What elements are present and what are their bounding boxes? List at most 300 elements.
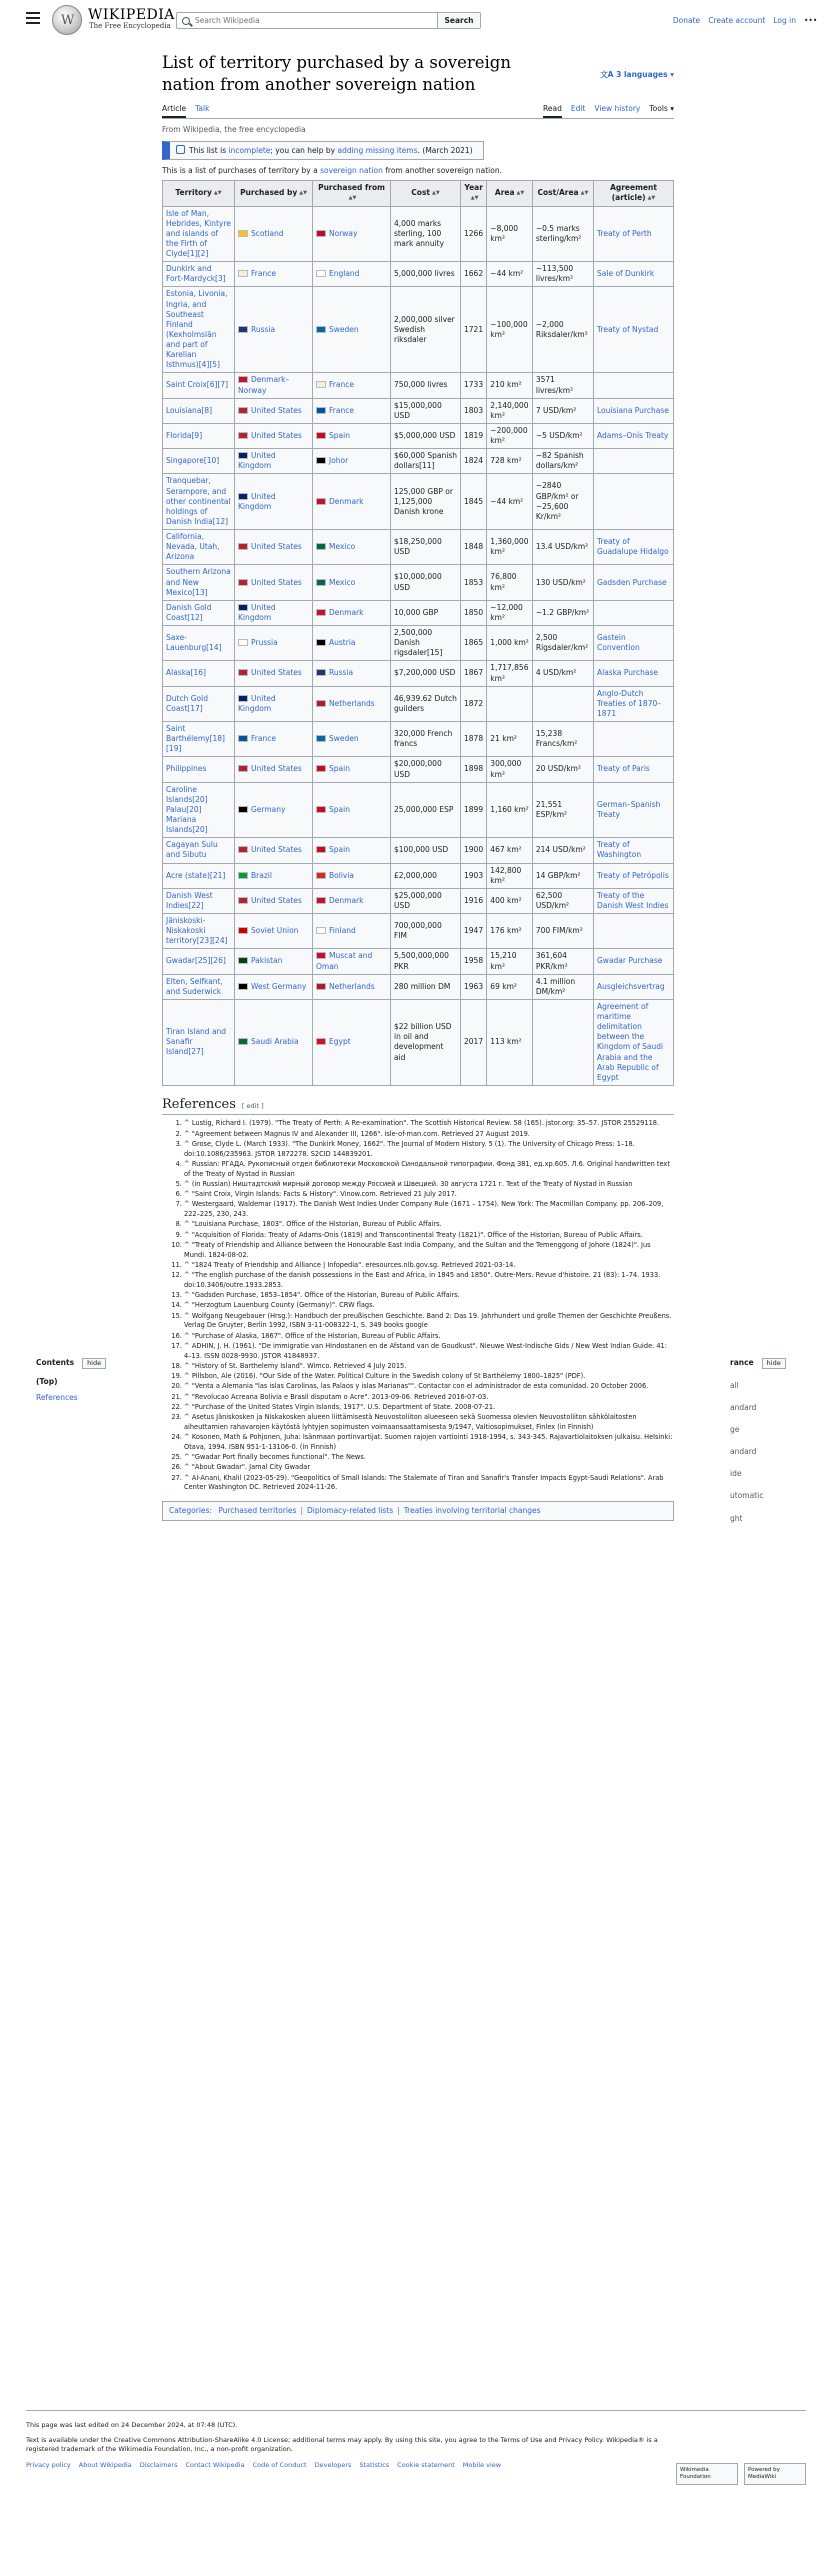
agreement-cell-text[interactable]: Gastein Convention bbox=[597, 633, 640, 653]
purchased-from-cell-text[interactable]: Spain bbox=[329, 764, 350, 774]
agreement-cell-text[interactable]: Treaty of Petrópolis bbox=[597, 870, 669, 880]
reference-backlink[interactable]: ^ bbox=[184, 1190, 192, 1199]
territory-cell-text[interactable]: Elten, Selfkant, and Suderwick bbox=[166, 976, 223, 996]
territory-cell bbox=[163, 373, 235, 398]
purchased-by-cell-text[interactable]: France bbox=[251, 269, 276, 279]
flag-icon bbox=[316, 806, 326, 813]
purchased-from-cell-text[interactable]: Mexico bbox=[329, 577, 356, 587]
area-cell-text: 300,000 km² bbox=[490, 759, 522, 779]
purchased-from-cell bbox=[313, 888, 391, 913]
tab-read[interactable]: Read bbox=[543, 104, 562, 118]
wikipedia-globe-logo[interactable] bbox=[52, 5, 82, 35]
cost-cell bbox=[391, 474, 461, 530]
reference-backlink[interactable]: ^ bbox=[184, 1453, 192, 1462]
flag-icon bbox=[238, 579, 248, 586]
sort-icon[interactable]: ▲▼ bbox=[299, 189, 307, 196]
page-tabs bbox=[162, 101, 674, 119]
sort-icon[interactable]: ▲▼ bbox=[470, 195, 479, 201]
year-cell bbox=[461, 565, 487, 600]
purchased-from-cell bbox=[313, 600, 391, 625]
territory-cell-text[interactable]: Danish Gold Coast[12] bbox=[166, 602, 212, 622]
purchased-by-cell-text[interactable]: United States bbox=[251, 668, 302, 678]
reference-backlink[interactable]: ^ bbox=[184, 1341, 192, 1350]
purchased-by-cell-text[interactable]: Brazil bbox=[251, 870, 272, 880]
reference-backlink[interactable]: ^ bbox=[184, 1331, 192, 1340]
column-header[interactable]: Area ▲▼ bbox=[487, 181, 533, 206]
purchased-by-cell bbox=[235, 449, 313, 474]
cost-cell bbox=[391, 686, 461, 721]
tab-tools[interactable]: Tools ▾ bbox=[649, 103, 674, 113]
edit-section-link[interactable]: [ edit ] bbox=[241, 1101, 264, 1110]
table-row bbox=[163, 914, 674, 949]
column-header[interactable]: Purchased by ▲▼ bbox=[235, 181, 313, 206]
purchased-from-cell-text[interactable]: Sweden bbox=[329, 734, 359, 744]
reference-text: "Treaty of Friendship and Alliance between the Honourable East India Company, and the Sultan and the Temenggong of Johore (1824)". Jus Mundi. 1824-08-02. bbox=[184, 1240, 651, 1259]
tab-article[interactable]: Article bbox=[162, 104, 186, 118]
flag-icon bbox=[316, 457, 326, 464]
agreement-cell-text[interactable]: Louisiana Purchase bbox=[597, 405, 669, 415]
area-cell bbox=[487, 626, 533, 661]
cost-cell bbox=[391, 661, 461, 686]
flag-icon bbox=[316, 432, 326, 439]
footer-badges bbox=[676, 2463, 806, 2485]
territory-cell-text[interactable]: Gwadar[25][26] bbox=[166, 956, 226, 966]
purchased-from-cell bbox=[313, 757, 391, 782]
wikimedia-foundation-badge[interactable]: Wikimedia Foundation bbox=[676, 2463, 738, 2485]
agreement-cell-text[interactable]: Treaty of Paris bbox=[597, 764, 650, 774]
year-cell bbox=[461, 474, 487, 530]
category-link[interactable]: Purchased territories bbox=[218, 1506, 297, 1516]
cost-cell-text: $10,000,000 USD bbox=[394, 572, 442, 592]
column-header[interactable]: Cost/Area ▲▼ bbox=[532, 181, 593, 206]
year-cell-text: 1900 bbox=[464, 845, 484, 855]
agreement-cell-text[interactable]: Adams–Onís Treaty bbox=[597, 430, 669, 440]
agreement-cell-text[interactable]: Agreement of maritime delimitation between the Kingdom of Saudi Arabia and the Arab Republic of Egypt bbox=[597, 1001, 664, 1082]
reference-item bbox=[184, 1474, 674, 1494]
column-header[interactable]: Cost ▲▼ bbox=[391, 181, 461, 206]
purchased-by-cell-text[interactable]: France bbox=[251, 734, 276, 744]
cost-area-cell bbox=[532, 287, 593, 373]
reference-backlink[interactable]: ^ bbox=[184, 1230, 192, 1239]
cost-cell-text: $20,000,000 USD bbox=[394, 759, 442, 779]
purchased-from-cell-text[interactable]: Egypt bbox=[329, 1037, 351, 1047]
territory-cell-text[interactable]: Singapore[10] bbox=[166, 456, 220, 466]
agreement-cell-text[interactable]: Anglo-Dutch Treaties of 1870–1871 bbox=[597, 688, 661, 718]
area-cell bbox=[487, 530, 533, 565]
purchased-from-cell-text[interactable]: Muscat and Oman bbox=[316, 951, 373, 971]
reference-item bbox=[184, 1433, 674, 1453]
tab-talk[interactable]: Talk bbox=[195, 103, 210, 113]
create-account-link[interactable]: Create account bbox=[708, 16, 766, 25]
territory-cell-text[interactable]: Alaska[16] bbox=[166, 668, 206, 678]
cost-area-cell-text: ~1.2 GBP/km² bbox=[535, 607, 590, 617]
purchased-from-cell bbox=[313, 914, 391, 949]
reference-backlink[interactable]: ^ bbox=[184, 1311, 192, 1320]
year-cell-text: 1266 bbox=[464, 228, 484, 238]
purchased-from-cell-text[interactable]: Spain bbox=[329, 804, 350, 814]
reference-item bbox=[184, 1200, 674, 1220]
reference-text: Pillsbon, Ale (2016). "Our Side of the Water. Political Culture in the Swedish colony of St Barthélemy 1800–1825" (PDF). bbox=[191, 1372, 586, 1381]
cost-area-cell bbox=[532, 423, 593, 448]
purchased-from-cell-text[interactable]: Johor bbox=[329, 456, 349, 466]
table-row bbox=[163, 626, 674, 661]
territory-cell-text[interactable]: Danish West Indies[22] bbox=[166, 890, 213, 910]
cost-area-cell bbox=[532, 974, 593, 999]
purchased-from-cell-text[interactable]: England bbox=[329, 269, 360, 279]
table-row bbox=[163, 530, 674, 565]
table-row bbox=[163, 974, 674, 999]
powered-by-mediawiki-badge[interactable]: Powered by MediaWiki bbox=[744, 2463, 806, 2485]
reference-backlink[interactable]: ^ bbox=[184, 1129, 192, 1138]
reference-backlink[interactable]: ^ bbox=[184, 1402, 192, 1411]
territory-cell-text[interactable]: California, Nevada, Utah, Arizona bbox=[166, 532, 220, 562]
table-row bbox=[163, 722, 674, 757]
flag-icon bbox=[238, 983, 248, 990]
appearance-option[interactable]: andard bbox=[730, 1402, 757, 1412]
tab-view-history[interactable]: View history bbox=[594, 103, 641, 113]
cost-area-cell bbox=[532, 838, 593, 863]
purchased-by-cell-text[interactable]: United Kingdom bbox=[238, 451, 276, 471]
appearance-option[interactable]: ge bbox=[730, 1425, 740, 1435]
purchased-by-cell-text[interactable]: United States bbox=[251, 845, 302, 855]
footer-link[interactable]: Statistics bbox=[359, 2461, 390, 2470]
year-cell bbox=[461, 262, 487, 287]
reference-item bbox=[184, 1372, 674, 1382]
flag-icon bbox=[238, 604, 248, 611]
search-input[interactable] bbox=[195, 14, 433, 27]
purchased-from-cell-text[interactable]: Netherlands bbox=[329, 698, 375, 708]
area-cell bbox=[487, 757, 533, 782]
reference-backlink[interactable]: ^ bbox=[184, 1291, 192, 1300]
column-header[interactable]: Year▲▼ bbox=[461, 181, 487, 206]
cost-cell-text: $25,000,000 USD bbox=[394, 890, 442, 910]
territory-cell-text[interactable]: Dutch Gold Coast[17] bbox=[166, 693, 208, 713]
list-icon bbox=[176, 145, 185, 154]
wikipedia-wordmark[interactable]: WIKIPEDIA bbox=[88, 7, 175, 23]
year-cell-text: 1845 bbox=[464, 496, 484, 506]
reference-backlink[interactable]: ^ bbox=[184, 1372, 192, 1381]
area-cell-text: 176 km² bbox=[490, 926, 522, 936]
reference-backlink[interactable]: ^ bbox=[184, 1301, 192, 1310]
categories-label[interactable]: Categories: bbox=[169, 1506, 212, 1516]
footer-link[interactable]: Mobile view bbox=[462, 2461, 502, 2470]
reference-backlink[interactable]: ^ bbox=[184, 1240, 192, 1249]
territory-cell-text[interactable]: Saint Croix[6][7] bbox=[166, 380, 229, 390]
purchased-by-cell-text[interactable]: Saudi Arabia bbox=[251, 1037, 299, 1047]
reference-backlink[interactable]: ^ bbox=[184, 1361, 192, 1370]
purchased-from-cell-text[interactable]: France bbox=[329, 405, 354, 415]
year-cell bbox=[461, 661, 487, 686]
adding-missing-items-link[interactable]: adding missing items bbox=[337, 146, 418, 155]
reference-text: "Saint Croix, Virgin Islands: Facts & History". Vinow.com. Retrieved 21 July 2017. bbox=[191, 1190, 457, 1199]
table-row bbox=[163, 206, 674, 262]
footer-link[interactable]: About Wikipedia bbox=[78, 2461, 132, 2470]
territory-cell-text[interactable]: Tranquebar, Serampore, and other continental holdings of Danish India[12] bbox=[166, 476, 231, 526]
sort-icon[interactable]: ▲▼ bbox=[213, 189, 222, 196]
translate-icon: 文A bbox=[600, 70, 617, 79]
cost-area-cell-text: 700 FIM/km² bbox=[535, 926, 583, 936]
agreement-cell bbox=[594, 626, 674, 661]
tools-label: Tools bbox=[649, 103, 668, 113]
territory-cell-text[interactable]: Saint Barthélemy[18][19] bbox=[166, 724, 225, 754]
table-row bbox=[163, 474, 674, 530]
purchased-from-cell-text[interactable]: France bbox=[329, 380, 354, 390]
purchased-by-cell bbox=[235, 888, 313, 913]
purchased-by-cell bbox=[235, 722, 313, 757]
reference-backlink[interactable]: ^ bbox=[184, 1271, 192, 1280]
area-cell bbox=[487, 782, 533, 838]
cost-cell-text: 125,000 GBP or 1,125,000 Danish krone bbox=[394, 486, 453, 516]
flag-icon bbox=[238, 957, 248, 964]
search-box[interactable] bbox=[176, 12, 438, 29]
reference-backlink[interactable]: ^ bbox=[184, 1382, 192, 1391]
area-cell bbox=[487, 474, 533, 530]
sort-icon[interactable]: ▲▼ bbox=[580, 189, 589, 196]
agreement-cell-text[interactable]: Sale of Dunkirk bbox=[597, 269, 655, 279]
category-link[interactable]: Diplomacy-related lists bbox=[306, 1506, 394, 1516]
territory-cell bbox=[163, 565, 235, 600]
toc-item-references[interactable]: References bbox=[36, 1392, 78, 1402]
cost-cell-text: $15,000,000 USD bbox=[394, 400, 442, 420]
agreement-cell-text[interactable]: Alaska Purchase bbox=[597, 668, 658, 678]
agreement-cell bbox=[594, 722, 674, 757]
flag-icon bbox=[316, 927, 326, 934]
year-cell-text: 1963 bbox=[464, 981, 484, 991]
territory-cell-text[interactable]: Philippines bbox=[166, 764, 207, 774]
territory-cell-text[interactable]: Florida[9] bbox=[166, 430, 203, 440]
search-button[interactable]: Search bbox=[437, 12, 481, 29]
category-link[interactable]: Treaties involving territorial changes bbox=[403, 1506, 541, 1516]
reference-item bbox=[184, 1220, 674, 1230]
appearance-option[interactable]: andard bbox=[730, 1447, 757, 1457]
chevron-down-icon: ▾ bbox=[667, 70, 674, 79]
purchased-by-cell-text[interactable]: West Germany bbox=[251, 981, 307, 991]
toc-title: Contents bbox=[36, 1358, 75, 1367]
user-links bbox=[673, 16, 816, 26]
main-menu-icon[interactable] bbox=[26, 12, 40, 24]
flag-icon bbox=[316, 983, 326, 990]
purchased-from-cell-text[interactable]: Norway bbox=[329, 228, 358, 238]
reference-text: "Venta a Alemania "las islas Carolinas, las Palaos y islas Marianas"". Contactar con el administrador de esta comunidad. 20 October 2006. bbox=[191, 1382, 649, 1391]
purchased-from-cell-text[interactable]: Sweden bbox=[329, 324, 359, 334]
territory-cell-text[interactable]: Isle of Man, Hebrides, Kintyre and islands of the Firth of Clyde[1][2] bbox=[166, 208, 231, 258]
appearance-hide-button[interactable]: hide bbox=[762, 1358, 786, 1369]
reference-backlink[interactable]: ^ bbox=[184, 1119, 192, 1128]
purchased-by-cell-text[interactable]: United States bbox=[251, 577, 302, 587]
footer-link[interactable]: Disclaimers bbox=[139, 2461, 178, 2470]
cost-area-cell bbox=[532, 888, 593, 913]
purchased-from-cell-text[interactable]: Denmark bbox=[329, 607, 364, 617]
flag-icon bbox=[238, 270, 248, 277]
agreement-cell bbox=[594, 565, 674, 600]
territory-cell-text[interactable]: Estonia, Livonia, Ingria, and Southeast Finland (Kexholmslän and part of Karelian Isthmus)[4][5] bbox=[166, 289, 228, 370]
purchased-from-cell bbox=[313, 661, 391, 686]
table-row bbox=[163, 686, 674, 721]
purchased-by-cell-text[interactable]: Russia bbox=[251, 324, 276, 334]
table-row bbox=[163, 373, 674, 398]
tab-edit[interactable]: Edit bbox=[570, 103, 586, 113]
purchased-by-cell bbox=[235, 626, 313, 661]
incomplete-link[interactable]: incomplete bbox=[228, 146, 271, 155]
agreement-cell-text[interactable]: Treaty of Nystad bbox=[597, 324, 659, 334]
languages-button[interactable] bbox=[600, 70, 674, 80]
reference-item bbox=[184, 1190, 674, 1200]
cost-area-cell bbox=[532, 782, 593, 838]
reference-backlink[interactable]: ^ bbox=[184, 1139, 192, 1148]
sort-icon[interactable]: ▲▼ bbox=[647, 195, 656, 201]
reference-backlink[interactable]: ^ bbox=[184, 1159, 192, 1168]
footer-link[interactable]: Contact Wikipedia bbox=[185, 2461, 245, 2470]
cost-area-cell bbox=[532, 757, 593, 782]
cost-cell bbox=[391, 757, 461, 782]
reference-backlink[interactable]: ^ bbox=[184, 1473, 192, 1482]
footer-link[interactable]: Developers bbox=[314, 2461, 352, 2470]
purchased-from-cell-text[interactable]: Spain bbox=[329, 430, 350, 440]
cost-cell-text: 5,000,000 livres bbox=[394, 269, 455, 279]
purchased-from-cell-text[interactable]: Austria bbox=[329, 638, 356, 648]
purchased-from-cell-text[interactable]: Finland bbox=[329, 926, 356, 936]
donate-link[interactable]: Donate bbox=[672, 16, 701, 25]
reference-text: "Gadsden Purchase, 1853–1854". Office of the Historian, Bureau of Public Affairs. bbox=[191, 1291, 460, 1300]
table-row bbox=[163, 863, 674, 888]
purchased-by-cell-text[interactable]: Denmark–Norway bbox=[238, 375, 290, 395]
agreement-cell bbox=[594, 757, 674, 782]
agreement-cell bbox=[594, 398, 674, 423]
purchased-from-cell-text[interactable]: Netherlands bbox=[329, 981, 375, 991]
column-header[interactable]: Purchased from▲▼ bbox=[313, 181, 391, 206]
year-cell-text: 1867 bbox=[464, 668, 484, 678]
purchased-by-cell-text[interactable]: United Kingdom bbox=[238, 491, 276, 511]
purchased-by-cell-text[interactable]: United Kingdom bbox=[238, 602, 276, 622]
territory-cell-text[interactable]: Dunkirk and Fort-Mardyck[3] bbox=[166, 264, 226, 284]
purchased-from-cell-text[interactable]: Spain bbox=[329, 845, 350, 855]
area-cell-text: 1,717,856 km² bbox=[490, 663, 529, 683]
cost-cell-text: 320,000 French francs bbox=[394, 729, 453, 749]
flag-icon bbox=[316, 846, 326, 853]
purchased-from-cell bbox=[313, 474, 391, 530]
territory-cell-text[interactable]: Acre (state)[21] bbox=[166, 870, 226, 880]
purchased-by-cell-text[interactable]: United States bbox=[251, 405, 302, 415]
territory-cell-text[interactable]: Tiran Island and Sanafir Island[27] bbox=[166, 1027, 227, 1057]
agreement-cell-text[interactable]: German–Spanish Treaty bbox=[597, 799, 661, 819]
reference-backlink[interactable]: ^ bbox=[184, 1433, 192, 1442]
footer-link[interactable]: Code of Conduct bbox=[252, 2461, 307, 2470]
reference-item bbox=[184, 1261, 674, 1271]
purchased-from-cell-text[interactable]: Denmark bbox=[329, 895, 364, 905]
agreement-cell bbox=[594, 661, 674, 686]
purchased-from-cell-text[interactable]: Mexico bbox=[329, 542, 356, 552]
agreement-cell-text[interactable]: Ausgleichsvertrag bbox=[597, 981, 665, 991]
purchased-from-cell-text[interactable]: Russia bbox=[329, 668, 354, 678]
reference-text: "Louisiana Purchase, 1803". Office of the Historian, Bureau of Public Affairs. bbox=[191, 1220, 442, 1229]
agreement-cell-text[interactable]: Treaty of Washington bbox=[597, 840, 642, 860]
purchased-from-cell bbox=[313, 373, 391, 398]
column-header[interactable]: Agreement (article) ▲▼ bbox=[594, 181, 674, 206]
purchased-by-cell-text[interactable]: United States bbox=[251, 430, 302, 440]
ellipsis-icon[interactable]: ••• bbox=[804, 16, 818, 25]
sovereign-nation-link[interactable]: sovereign nation bbox=[320, 166, 383, 176]
notice-text-mid: ; you can help by bbox=[270, 146, 338, 155]
purchased-from-cell-text[interactable]: Bolivia bbox=[329, 870, 355, 880]
reference-item bbox=[184, 1312, 674, 1332]
area-cell-text: ~12,000 km² bbox=[490, 602, 523, 622]
area-cell bbox=[487, 838, 533, 863]
purchased-by-cell-text[interactable]: Scotland bbox=[251, 228, 284, 238]
appearance-option[interactable]: ide bbox=[730, 1469, 742, 1479]
sort-icon[interactable]: ▲▼ bbox=[432, 189, 440, 196]
territory-cell bbox=[163, 262, 235, 287]
agreement-cell-text[interactable]: Gadsden Purchase bbox=[597, 577, 667, 587]
territory-cell-text[interactable]: Cagayan Sulu and Sibutu bbox=[166, 840, 218, 860]
purchased-by-cell bbox=[235, 686, 313, 721]
toc-hide-button[interactable]: hide bbox=[82, 1358, 106, 1369]
reference-backlink[interactable]: ^ bbox=[184, 1260, 192, 1269]
toc-item-top[interactable]: (Top) bbox=[36, 1376, 58, 1386]
sort-icon[interactable]: ▲▼ bbox=[516, 189, 525, 196]
notice-text-pre: This list is bbox=[189, 146, 229, 155]
table-header-row bbox=[163, 181, 674, 206]
appearance-option[interactable]: ght bbox=[730, 1513, 743, 1523]
area-cell bbox=[487, 287, 533, 373]
territory-cell-text[interactable]: Caroline Islands[20] Palau[20] Mariana Islands[20] bbox=[166, 784, 208, 835]
purchased-by-cell-text[interactable]: United Kingdom bbox=[238, 693, 276, 713]
purchased-from-cell-text[interactable]: Denmark bbox=[329, 496, 364, 506]
purchased-by-cell-text[interactable]: Prussia bbox=[251, 638, 278, 648]
purchased-by-cell-text[interactable]: Pakistan bbox=[251, 956, 283, 966]
purchased-by-cell bbox=[235, 782, 313, 838]
purchased-by-cell bbox=[235, 206, 313, 262]
reference-backlink[interactable]: ^ bbox=[184, 1179, 192, 1188]
flag-icon bbox=[316, 326, 326, 333]
log-in-link[interactable]: Log in bbox=[773, 16, 796, 25]
column-header[interactable]: Territory ▲▼ bbox=[163, 181, 235, 206]
footer-link[interactable]: Privacy policy bbox=[26, 2461, 71, 2470]
sort-icon[interactable]: ▲▼ bbox=[348, 195, 357, 201]
categories-box bbox=[162, 1501, 674, 1521]
agreement-cell-text[interactable]: Treaty of Guadalupe Hidalgo bbox=[597, 537, 669, 557]
reference-backlink[interactable]: ^ bbox=[184, 1220, 192, 1229]
footer-link[interactable]: Cookie statement bbox=[397, 2461, 455, 2470]
year-cell bbox=[461, 423, 487, 448]
area-cell bbox=[487, 262, 533, 287]
appearance-option[interactable]: all bbox=[730, 1380, 739, 1390]
purchased-by-cell-text[interactable]: United States bbox=[251, 542, 302, 552]
purchased-by-cell-text[interactable]: United States bbox=[251, 895, 302, 905]
flag-icon bbox=[238, 493, 248, 500]
agreement-cell-text[interactable]: Gwadar Purchase bbox=[597, 956, 663, 966]
purchased-by-cell-text[interactable]: Soviet Union bbox=[251, 926, 299, 936]
reference-backlink[interactable]: ^ bbox=[184, 1413, 192, 1422]
territory-cell-text[interactable]: Saxe-Lauenburg[14] bbox=[166, 633, 222, 653]
reference-backlink[interactable]: ^ bbox=[184, 1463, 192, 1472]
appearance-option[interactable]: utomatic bbox=[730, 1491, 764, 1501]
territory-cell-text[interactable]: Louisiana[8] bbox=[166, 405, 213, 415]
area-cell-text: 15,210 km² bbox=[490, 951, 517, 971]
agreement-cell-text[interactable]: Treaty of the Danish West Indies bbox=[597, 890, 669, 910]
territory-cell-text[interactable]: Jäniskoski-Niskakoski territory[23][24] bbox=[166, 916, 228, 946]
table-row bbox=[163, 449, 674, 474]
territory-cell-text[interactable]: Southern Arizona and New Mexico[13] bbox=[166, 567, 231, 597]
purchased-by-cell-text[interactable]: Germany bbox=[251, 804, 286, 814]
cost-area-cell bbox=[532, 398, 593, 423]
reference-backlink[interactable]: ^ bbox=[184, 1392, 192, 1401]
cost-area-cell-text: 15,238 Francs/km² bbox=[535, 729, 578, 749]
agreement-cell-text[interactable]: Treaty of Perth bbox=[597, 228, 652, 238]
purchased-from-cell bbox=[313, 686, 391, 721]
purchased-by-cell-text[interactable]: United States bbox=[251, 764, 302, 774]
reference-backlink[interactable]: ^ bbox=[184, 1200, 192, 1209]
area-cell bbox=[487, 449, 533, 474]
